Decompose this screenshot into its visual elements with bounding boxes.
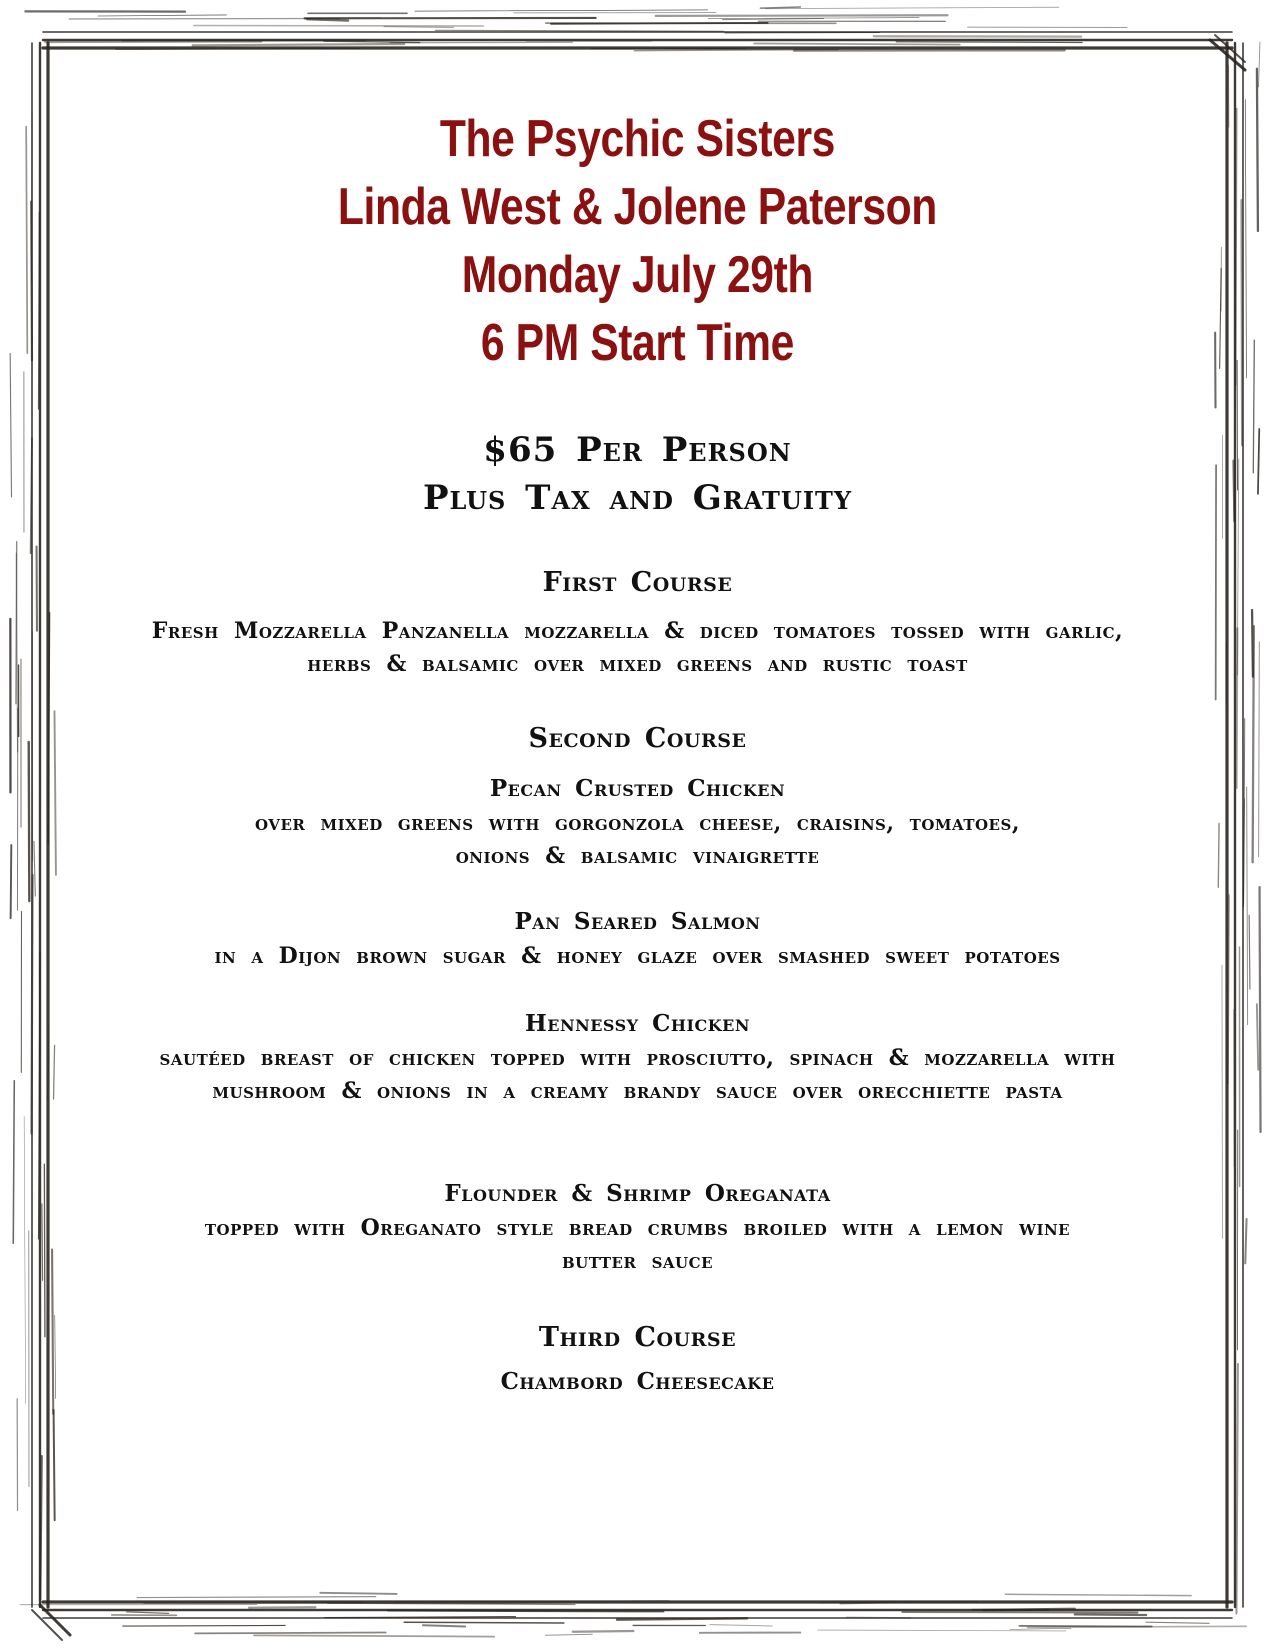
dish-pecan-crusted-chicken: Pecan Crusted Chicken — [489, 775, 786, 802]
dish-flounder-desc-line1: topped with Oreganato style bread crumbs broiled with a lemon wine — [204, 1215, 1071, 1241]
dish-hennessy-desc-line2: mushroom & onions in a creamy brandy sauce over orecchiette pasta — [212, 1078, 1063, 1104]
dish-salmon-desc-line1: in a Dijon brown sugar & honey glaze over smashed sweet potatoes — [214, 943, 1061, 969]
dish-hennessy-chicken: Hennessy Chicken — [525, 1010, 750, 1037]
dish-flounder-desc-line2: butter sauce — [561, 1248, 714, 1274]
price-per-person: $65 Per Person — [483, 430, 792, 470]
dish-hennessy-desc-line1: sautéed breast of chicken topped with prosciutto, spinach & mozzarella with — [159, 1045, 1116, 1071]
start-time: 6 PM Start Time — [480, 314, 794, 372]
dish-pecan-desc-line2: onions & balsamic vinaigrette — [455, 843, 820, 869]
price-extras: Plus Tax and Gratuity — [422, 478, 853, 518]
dish-chambord-cheesecake: Chambord Cheesecake — [500, 1368, 775, 1395]
first-course-title: First Course — [542, 567, 733, 598]
dish-pecan-desc-line1: over mixed greens with gorgonzola cheese, craisins, tomatoes, — [255, 810, 1020, 836]
second-course-title: Second Course — [528, 723, 747, 754]
hosts-names: Linda West & Jolene Paterson — [337, 178, 937, 236]
dish-pan-seared-salmon: Pan Seared Salmon — [514, 908, 761, 935]
event-title: The Psychic Sisters — [439, 110, 835, 168]
first-course-desc-line2: herbs & balsamic over mixed greens and rustic toast — [307, 651, 968, 677]
event-date: Monday July 29th — [461, 246, 814, 304]
dish-flounder-shrimp-oreganata: Flounder & Shrimp Oreganata — [444, 1180, 831, 1207]
first-course-desc-line1: Fresh Mozzarella Panzanella mozzarella & diced tomatoes tossed with garlic, — [151, 618, 1124, 644]
third-course-title: Third Course — [538, 1322, 737, 1353]
